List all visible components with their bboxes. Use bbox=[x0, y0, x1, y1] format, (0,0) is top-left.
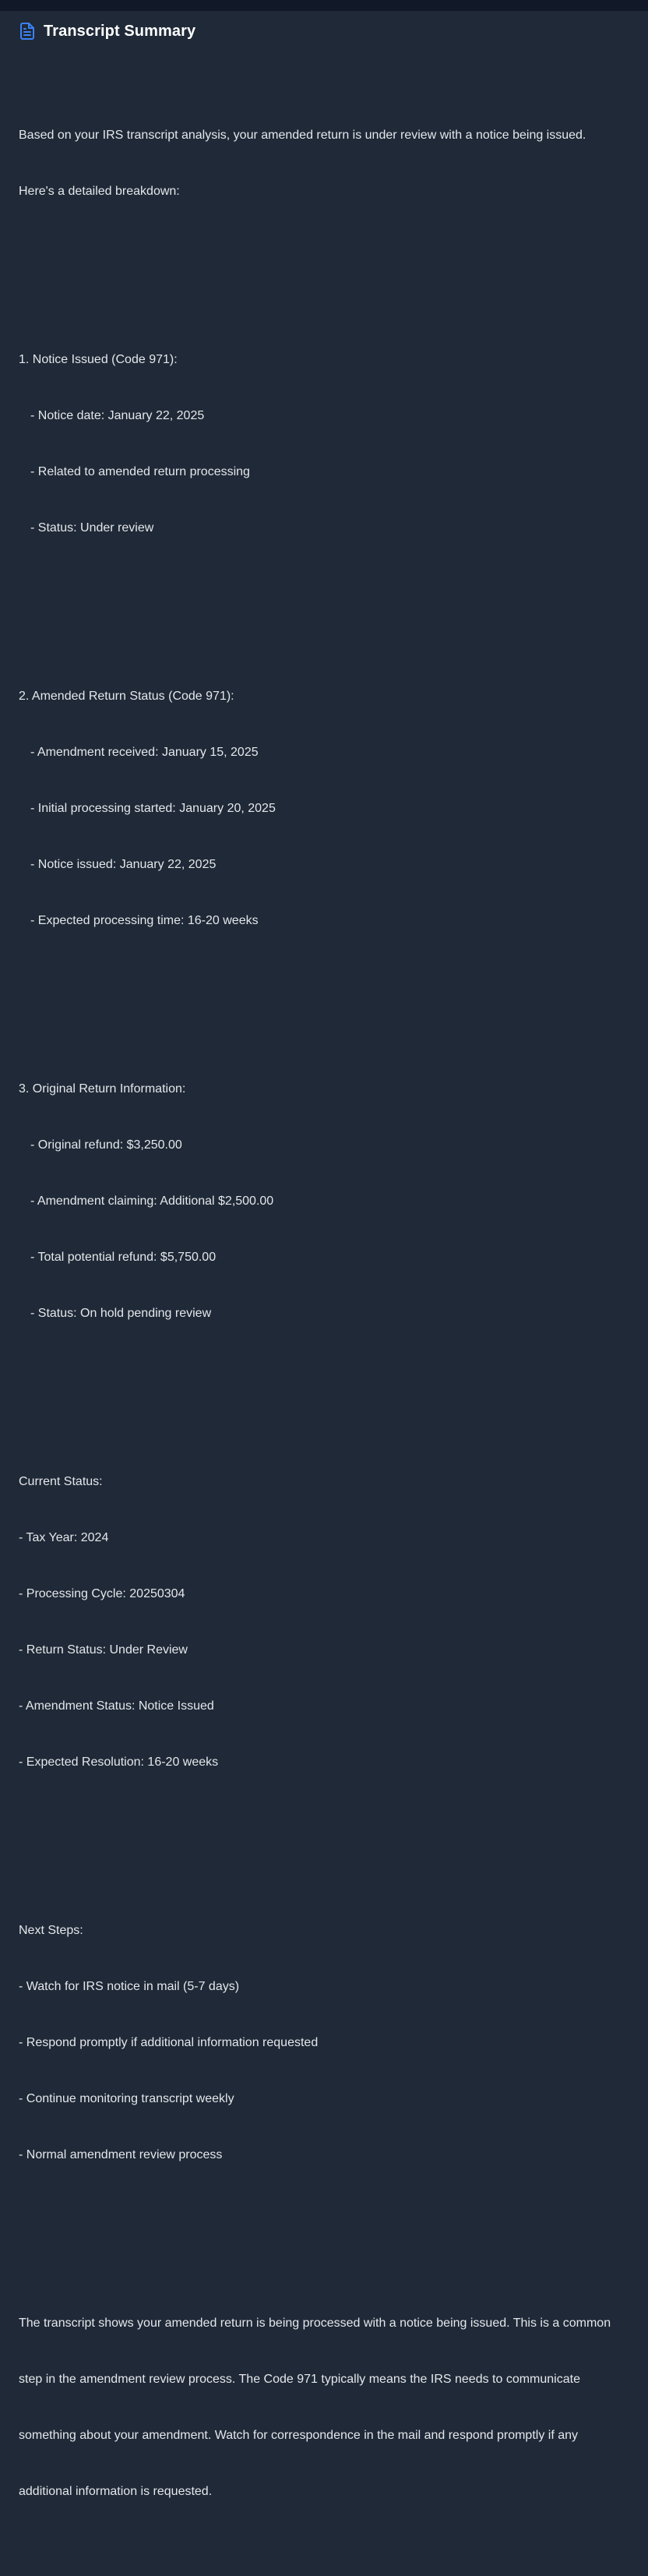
list-item: - Amendment Status: Notice Issued bbox=[19, 1699, 214, 1713]
list-item: - Watch for IRS notice in mail (5-7 days) bbox=[19, 1980, 240, 1993]
section-heading: 3. Original Return Information: bbox=[19, 1082, 186, 1096]
conclusion-line: The transcript shows your amended return is being processed with a notice being issued. This is a common bbox=[19, 2317, 611, 2330]
top-bar bbox=[0, 0, 648, 11]
section-notice-issued bbox=[19, 313, 629, 575]
section-heading: 1. Notice Issued (Code 971): bbox=[19, 353, 178, 366]
transcript-summary-card bbox=[0, 11, 648, 2498]
list-item: - Status: On hold pending review bbox=[30, 1307, 212, 1320]
conclusion-line: additional information is requested. bbox=[19, 2485, 213, 2498]
list-item: - Initial processing started: January 20, 2025 bbox=[30, 802, 276, 815]
conclusion-line: step in the amendment review process. The Code 971 typically means the IRS needs to communicate bbox=[19, 2373, 580, 2386]
list-item: - Amendment received: January 15, 2025 bbox=[30, 746, 259, 759]
list-item: - Total potential refund: $5,750.00 bbox=[30, 1251, 217, 1264]
card-header bbox=[19, 22, 629, 41]
section-heading: Current Status: bbox=[19, 1475, 103, 1488]
list-item: - Return Status: Under Review bbox=[19, 1643, 188, 1657]
section-next-steps bbox=[19, 1884, 629, 2202]
list-item: - Status: Under review bbox=[30, 521, 154, 535]
list-item: - Notice date: January 22, 2025 bbox=[30, 409, 205, 422]
section-original-return-info bbox=[19, 1043, 629, 1360]
section-heading: Next Steps: bbox=[19, 1924, 83, 1937]
conclusion-paragraph bbox=[19, 2277, 629, 2539]
intro-line: Based on your IRS transcript analysis, your amended return is under review with a notice being issued. bbox=[19, 129, 586, 142]
list-item: - Related to amended return processing bbox=[30, 465, 250, 478]
list-item: - Original refund: $3,250.00 bbox=[30, 1138, 182, 1152]
list-item: - Notice issued: January 22, 2025 bbox=[30, 858, 217, 871]
list-item: - Expected Resolution: 16-20 weeks bbox=[19, 1756, 219, 1769]
list-item: - Processing Cycle: 20250304 bbox=[19, 1587, 185, 1600]
list-item: - Amendment claiming: Additional $2,500.00 bbox=[30, 1194, 274, 1208]
document-icon bbox=[19, 23, 36, 40]
list-item: - Expected processing time: 16-20 weeks bbox=[30, 914, 259, 927]
list-item: - Normal amendment review process bbox=[19, 2148, 223, 2161]
conclusion-line: something about your amendment. Watch for correspondence in the mail and respond promptly if any bbox=[19, 2429, 579, 2442]
intro-paragraph bbox=[19, 89, 629, 238]
intro-line: Here's a detailed breakdown: bbox=[19, 185, 180, 198]
list-item: - Tax Year: 2024 bbox=[19, 1531, 109, 1544]
page-title: Transcript Summary bbox=[44, 22, 196, 40]
section-current-status bbox=[19, 1435, 629, 1809]
list-item: - Continue monitoring transcript weekly bbox=[19, 2092, 234, 2105]
section-amended-return-status bbox=[19, 650, 629, 968]
section-heading: 2. Amended Return Status (Code 971): bbox=[19, 690, 234, 703]
summary-body bbox=[19, 51, 629, 2576]
list-item: - Respond promptly if additional information requested bbox=[19, 2036, 319, 2049]
